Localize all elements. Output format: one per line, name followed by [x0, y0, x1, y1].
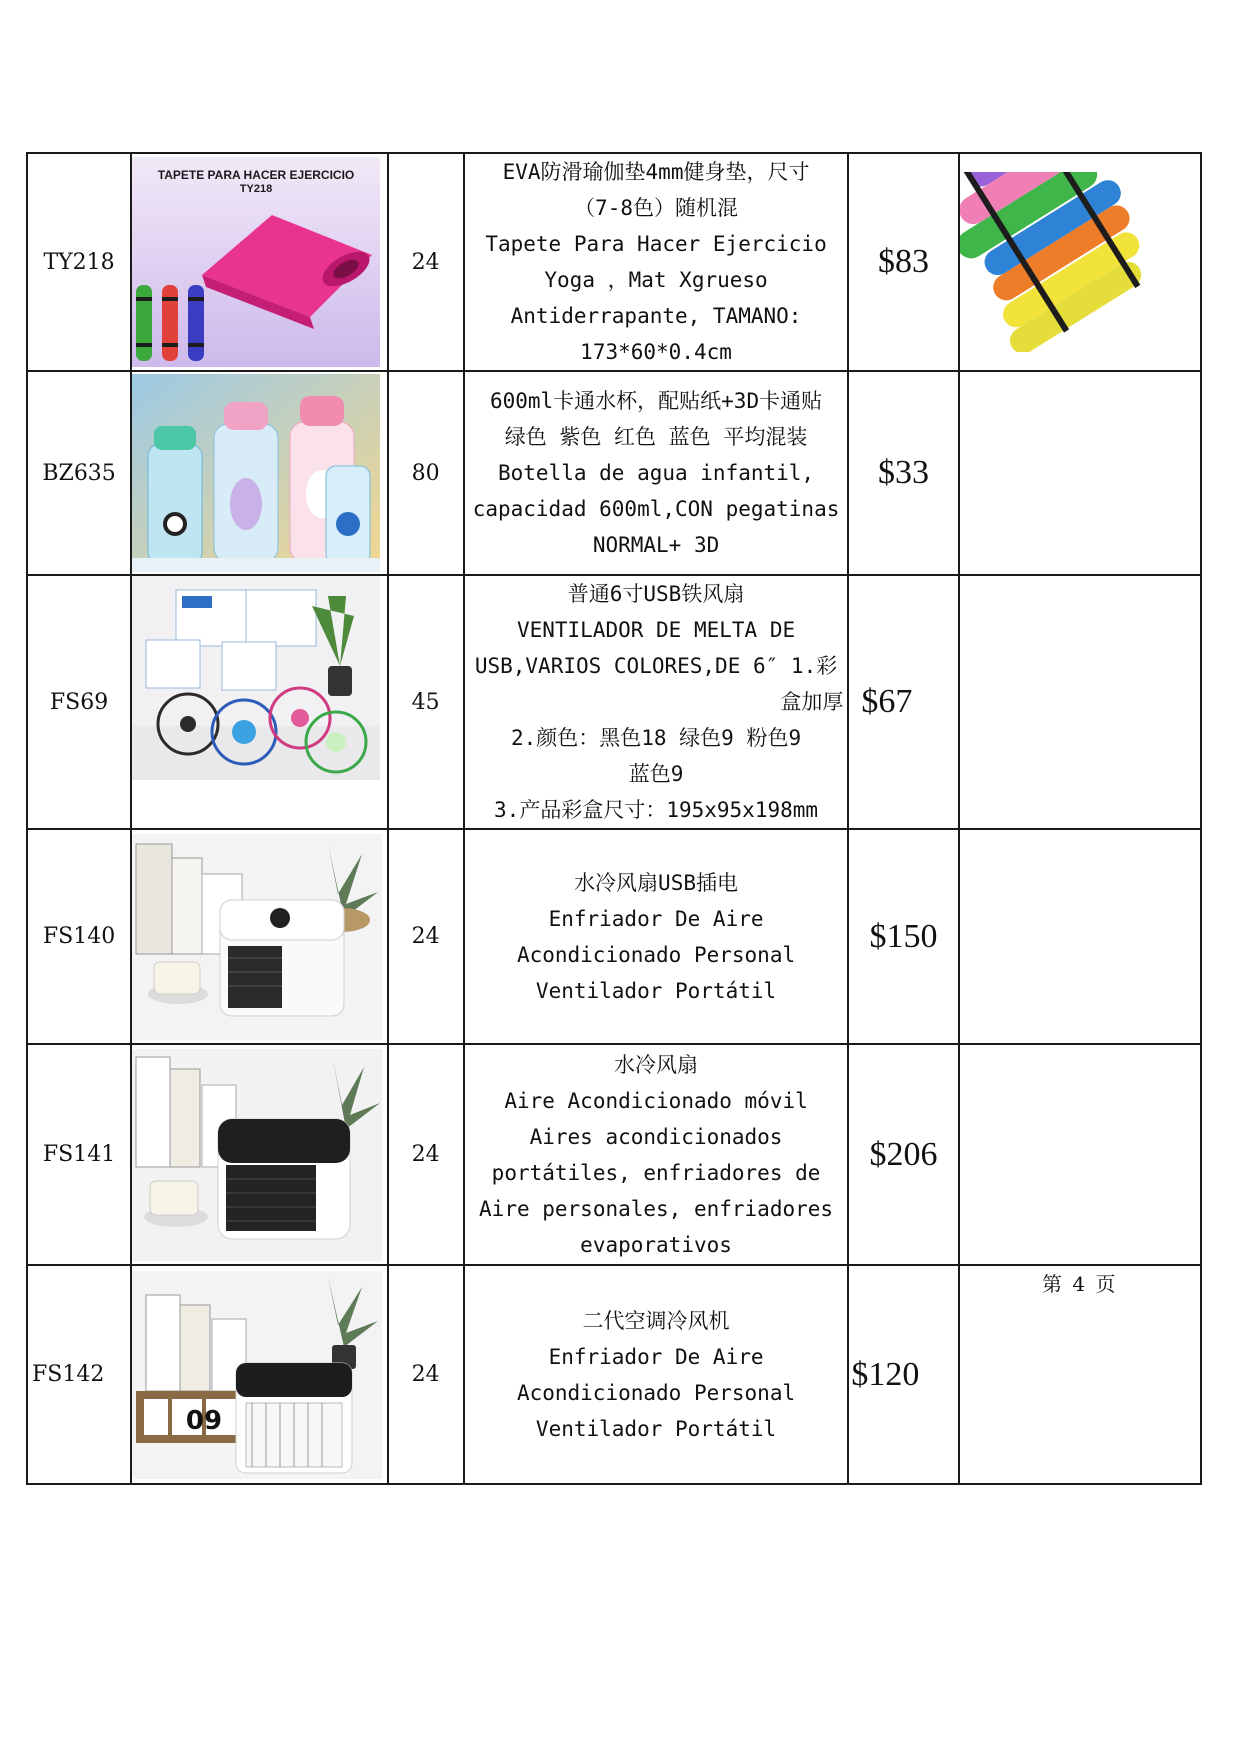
desc-line: 2.颜色：黑色18 绿色9 粉色9 — [510, 726, 802, 750]
yoga-mat-photo — [132, 157, 386, 367]
quantity: 24 — [388, 829, 464, 1044]
photo-caption-line1: TAPETE PARA HACER EJERCICIO — [157, 168, 355, 182]
desc-line: capacidad 600ml,CON pegatinas — [472, 497, 840, 521]
desc-line: 绿色 紫色 红色 蓝色 平均混装 — [504, 425, 808, 449]
item-code: FS140 — [27, 829, 131, 1044]
desc-line: 水冷风扇USB插电 — [574, 870, 738, 895]
product-photo-cell — [131, 575, 387, 829]
desc-line: （7-8色）随机混 — [574, 196, 738, 220]
page-number-cell — [959, 1265, 1201, 1484]
desc-line: evaporativos — [580, 1232, 732, 1257]
extra-cell — [959, 575, 1201, 829]
quantity: 24 — [388, 1265, 464, 1484]
desc-line: VENTILADOR DE MELTA DE — [516, 618, 796, 642]
desc-line: Botella de agua infantil, — [498, 461, 815, 485]
desc-line: Ventilador Portátil — [535, 1416, 777, 1441]
item-code: BZ635 — [27, 371, 131, 575]
product-table — [26, 152, 1202, 1485]
price: $83 — [848, 153, 958, 371]
desc-line: Yoga ，Mat Xgrueso — [544, 268, 768, 292]
item-code: FS142 — [27, 1265, 131, 1484]
desc-line: Ventilador Portátil — [535, 978, 777, 1003]
table-row — [27, 575, 1201, 829]
rolled-mats-photo — [960, 172, 1200, 352]
product-photo-cell — [131, 371, 387, 575]
description — [464, 1265, 849, 1484]
product-photo-cell — [131, 1044, 387, 1265]
description — [464, 1044, 849, 1265]
table-row — [27, 371, 1201, 575]
desc-line: Aires acondicionados — [529, 1124, 783, 1149]
desc-line: Tapete Para Hacer Ejercicio — [485, 232, 827, 256]
desc-line: 173*60*0.4cm — [580, 340, 732, 364]
extra-cell — [959, 371, 1201, 575]
desc-line: Antiderrapante, TAMANO: — [510, 304, 802, 328]
desc-line: EVA防滑瑜伽垫4mm健身垫，尺寸 — [502, 160, 810, 184]
description — [464, 153, 849, 371]
extra-cell — [959, 829, 1201, 1044]
desc-line: 水冷风扇 — [614, 1052, 699, 1077]
quantity: 80 — [388, 371, 464, 575]
price: $150 — [848, 829, 958, 1044]
water-bottles-photo — [132, 374, 386, 572]
desc-line: Aire Acondicionado móvil — [504, 1088, 808, 1113]
product-photo-cell — [131, 153, 387, 371]
description — [464, 575, 849, 829]
item-code: FS69 — [27, 575, 131, 829]
desc-line: Aire personales, enfriadores — [479, 1196, 834, 1221]
description — [464, 829, 849, 1044]
desc-line: 二代空调冷风机 — [582, 1308, 730, 1333]
table-row — [27, 829, 1201, 1044]
calendar-digits: 09 — [186, 1405, 223, 1436]
description — [464, 371, 849, 575]
item-code: FS141 — [27, 1044, 131, 1265]
price: $33 — [848, 371, 958, 575]
desc-line: USB,VARIOS COLORES,DE 6″ 1.彩 — [474, 654, 838, 678]
desc-line: 3.产品彩盒尺寸：195x95x198mm — [494, 798, 819, 822]
price: $67 — [848, 575, 958, 829]
usb-fans-photo — [132, 576, 386, 780]
table-row — [27, 153, 1201, 371]
item-code: TY218 — [27, 153, 131, 371]
desc-line: 蓝色9 — [628, 762, 684, 786]
desc-line: Enfriador De Aire — [548, 906, 764, 931]
quantity: 24 — [388, 1044, 464, 1265]
air-cooler-white-photo — [132, 834, 386, 1040]
air-cooler-black-photo — [132, 1049, 386, 1261]
quantity: 24 — [388, 153, 464, 371]
table-row — [27, 1265, 1201, 1484]
desc-line: 普通6寸USB铁风扇 — [567, 582, 745, 606]
desc-line: 盒加厚 — [780, 690, 844, 714]
page-number: 第 4 页 — [1042, 1272, 1118, 1296]
quantity: 45 — [388, 575, 464, 829]
desc-line: portátiles, enfriadores de — [491, 1160, 821, 1185]
desc-line: 600ml卡通水杯，配贴纸+3D卡通贴 — [489, 389, 823, 413]
desc-line: NORMAL+ 3D — [592, 533, 720, 557]
extra-photo-cell — [959, 153, 1201, 371]
desc-line: Acondicionado Personal — [516, 1380, 796, 1405]
desc-line: Enfriador De Aire — [548, 1344, 764, 1369]
product-photo-cell — [131, 829, 387, 1044]
desc-line: Acondicionado Personal — [516, 942, 796, 967]
air-cooler-gen2-photo — [132, 1271, 386, 1479]
product-photo-cell — [131, 1265, 387, 1484]
photo-caption-line2: TY218 — [239, 183, 273, 195]
table-row — [27, 1044, 1201, 1265]
price: $206 — [848, 1044, 958, 1265]
extra-cell — [959, 1044, 1201, 1265]
price: $120 — [848, 1265, 958, 1484]
